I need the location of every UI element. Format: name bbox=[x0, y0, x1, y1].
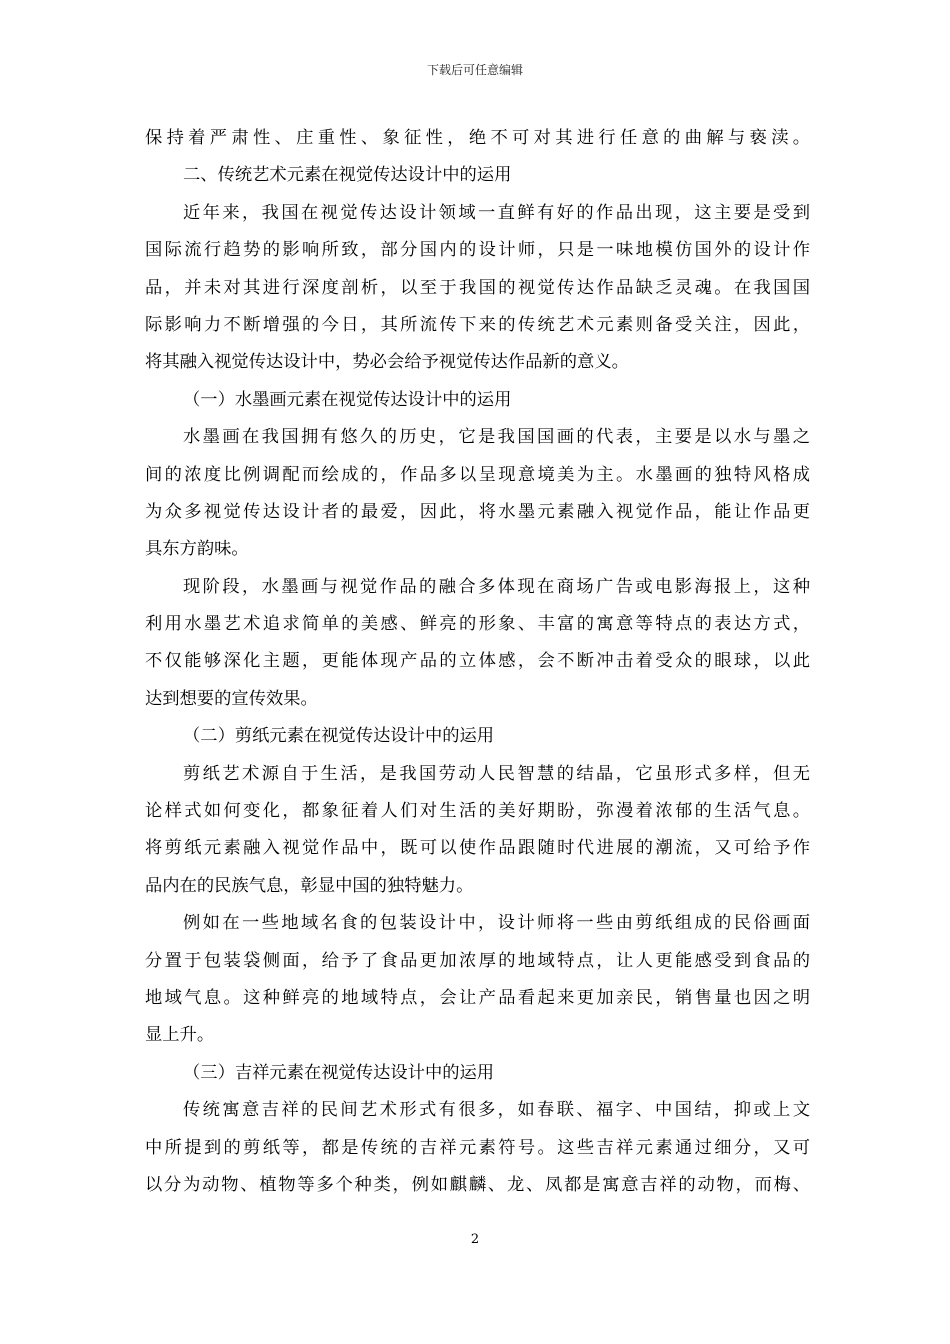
paragraph-last-line: 达到想要的宣传效果。 bbox=[145, 688, 318, 709]
paragraph-first-line: 剪纸艺术源自于生活，是我国劳动人民智慧的结晶，它虽形式多样，但无 bbox=[183, 763, 810, 784]
body-line: 利用水墨艺术追求简单的美感、鲜亮的形象、丰富的寓意等特点的表达方式， bbox=[145, 614, 810, 635]
body-line: 中所提到的剪纸等，都是传统的吉祥元素符号。这些吉祥元素通过细分，又可 bbox=[145, 1137, 810, 1158]
body-line: 品，并未对其进行深度剖析，以至于我国的视觉传达作品缺乏灵魂。在我国国 bbox=[145, 277, 810, 298]
document-body bbox=[145, 120, 810, 1204]
paragraph-first-line: 近年来，我国在视觉传达设计领域一直鲜有好的作品出现，这主要是受到 bbox=[183, 202, 810, 223]
paragraph-first-line: 现阶段，水墨画与视觉作品的融合多体现在商场广告或电影海报上，这种 bbox=[183, 576, 810, 597]
page-header: 下载后可任意编辑 bbox=[426, 63, 523, 77]
paragraph-first-line: 水墨画在我国拥有悠久的历史，它是我国国画的代表，主要是以水与墨之 bbox=[183, 427, 810, 448]
subsection-heading: （二）剪纸元素在视觉传达设计中的运用 bbox=[183, 726, 495, 747]
paragraph-last-line: 品内在的民族气息，彰显中国的独特魅力。 bbox=[145, 875, 474, 896]
paragraph-last-line: 具东方韵味。 bbox=[145, 539, 249, 560]
page-number: 2 bbox=[470, 1232, 480, 1247]
body-line: 间的浓度比例调配而绘成的，作品多以呈现意境美为主。水墨画的独特风格成 bbox=[145, 464, 810, 485]
section-heading: 二、传统艺术元素在视觉传达设计中的运用 bbox=[183, 165, 512, 186]
body-line: 以分为动物、植物等多个种类，例如麒麟、龙、凤都是寓意吉祥的动物，而梅、 bbox=[145, 1174, 810, 1195]
body-line: 将剪纸元素融入视觉作品中，既可以使作品跟随时代进展的潮流，又可给予作 bbox=[145, 838, 810, 859]
body-line: 论样式如何变化，都象征着人们对生活的美好期盼，弥漫着浓郁的生活气息。 bbox=[145, 801, 810, 822]
subsection-heading: （三）吉祥元素在视觉传达设计中的运用 bbox=[183, 1062, 495, 1083]
paragraph-last-line: 将其融入视觉传达设计中，势必会给予视觉传达作品新的意义。 bbox=[145, 352, 629, 373]
body-line: 分置于包装袋侧面，给予了食品更加浓厚的地域特点，让人更能感受到食品的 bbox=[145, 950, 810, 971]
subsection-heading: （一）水墨画元素在视觉传达设计中的运用 bbox=[183, 389, 512, 410]
body-line: 国际流行趋势的影响所致，部分国内的设计师，只是一味地模仿国外的设计作 bbox=[145, 240, 810, 261]
body-line: 际影响力不断增强的今日，其所流传下来的传统艺术元素则备受关注，因此， bbox=[145, 314, 810, 335]
body-line: 为众多视觉传达设计者的最爱，因此，将水墨元素融入视觉作品，能让作品更 bbox=[145, 501, 810, 522]
paragraph-last-line: 显上升。 bbox=[145, 1025, 215, 1046]
body-line: 地域气息。这种鲜亮的地域特点，会让产品看起来更加亲民，销售量也因之明 bbox=[145, 987, 810, 1008]
paragraph-first-line: 传统寓意吉祥的民间艺术形式有很多，如春联、福字、中国结，抑或上文 bbox=[183, 1100, 810, 1121]
body-line: 保持着严肃性、庄重性、象征性，绝不可对其进行任意的曲解与亵渎。 bbox=[145, 128, 810, 148]
paragraph-first-line: 例如在一些地域名食的包装设计中，设计师将一些由剪纸组成的民俗画面 bbox=[183, 913, 810, 934]
body-line: 不仅能够深化主题，更能体现产品的立体感，会不断冲击着受众的眼球，以此 bbox=[145, 651, 810, 672]
